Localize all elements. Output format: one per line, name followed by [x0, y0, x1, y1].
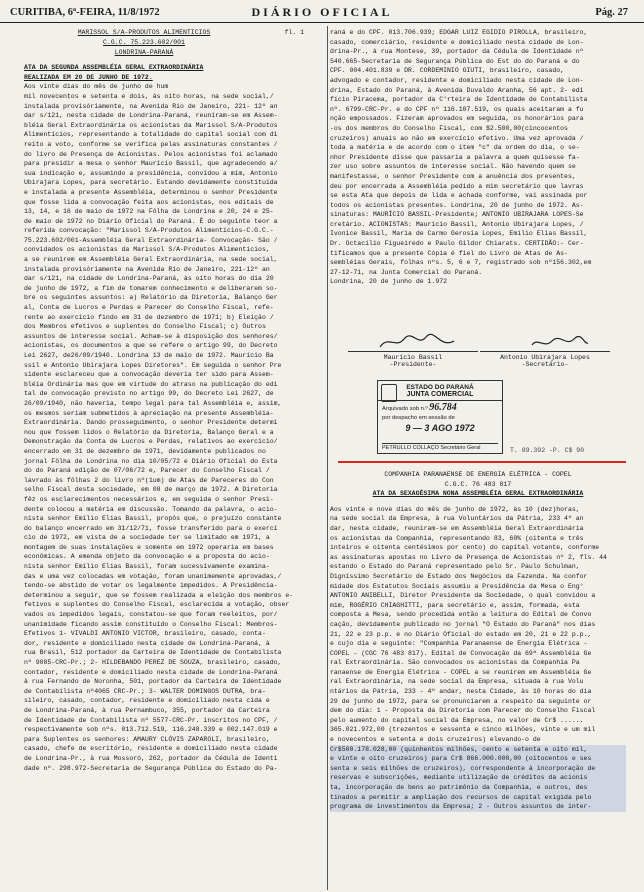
text-line: 540.665-Secretaria de Segurança Pública do Est do do Paraná e do — [330, 57, 580, 65]
text-line: fêz os esclarecimentos necessários e, em seguida o senhor Presi- — [24, 495, 274, 503]
text-line: cação, devidamente publicado no jornal "O Estado do Paraná" nos dias — [330, 620, 596, 628]
text-line: casado, chefe de escritório, residente e domiciliado nesta cidade — [24, 745, 278, 753]
text-line: dade nº. 298.972-Secretaria de Segurança Pública do Estado do Pa- — [24, 764, 278, 772]
text-line: do livro de Presença de Acionistas. Pelos acionistas foi aclamado — [24, 150, 278, 158]
text-line: Digníssimo Secretário de Estado dos Negócios da Fazenda. Na confor — [330, 572, 588, 580]
text-line: Demonstração da Conta de Lucros e Perdas, relativos ao exercício/ — [24, 438, 278, 446]
text-line: zer uso sobre assuntos de interesse social. Não havendo quem se — [330, 163, 576, 171]
text-line: nção empossados. Fizeram aprovados em seguida, os honorários para — [330, 115, 584, 123]
text-line: ANTONIO ANIBELLI, Diretor Presidente da Sociedade, o qual convidou a — [330, 592, 596, 600]
text-line: Efetivos 1- VIVALDI ANTONIO VICTOR, brasileiro, casado, conta- — [24, 630, 266, 638]
text-line: dar, nesta cidade, reuniram-se em Assembléia Geral Extraordinária — [330, 524, 584, 532]
text-line: instalada provisóriamente, na Avenida Rio de Janeiro, 221- 12º an — [24, 102, 278, 110]
text-line: Dr. Octacílio Figueiredo e Paulo Gildor Chiarats. CERTIDÃO:- Cer- — [330, 240, 584, 248]
text-line: cruzeiros) anuais ao não em exercício efetivo. Uma vez aprovada / — [330, 134, 584, 142]
handwritten-signature-icon — [378, 333, 458, 351]
text-line: deu por encerrada a Assembléia pedido a mim secretário que lavras — [330, 182, 584, 190]
text-line: montagem de suas instalações e somente em 1972 operaria em bases — [24, 543, 274, 551]
text-line: 13, 14, e 16 de maio de 1972 na Fôlha de Londrina e 20, 24 e 25- — [24, 208, 274, 216]
text-line: Aos vinte e nove dias do mês de junho de 1972, às 10 (dez)horas, — [330, 505, 580, 513]
text-line: al, Conta de Lucros e Perdas e Parecer do Conselho Fiscal, refe- — [24, 304, 274, 312]
text-line: 27-12-71, na Junta Comercial do Paraná. — [330, 268, 483, 276]
text-line: sidente esclareceu que a convocação deveria ter sido para Assem- — [24, 371, 274, 379]
text-line: nº 9085-CRC-Pr.; 2- HILDEBANDO PEREZ DE SOUZA, brasileiro, casado, — [24, 659, 282, 666]
state-emblem-icon — [381, 384, 397, 402]
text-line: drina, Estado do Paraná, à Avenida Duvaldo Aranha, 56 apt. 2- edi — [330, 86, 584, 94]
stamp-footer: PETRULLO COLLAÇO Secretário Geral — [382, 443, 498, 451]
text-line: acionistas, os documentos a que se refere o artigo 99, do Decreto — [24, 342, 278, 350]
text-line: Londrina, 20 de junho de 1.972 — [330, 278, 448, 286]
text-line: raná e do CPF. 013.706.939; EDGAR LUIZ EGIDIO PIROLLA, brasileiro, — [330, 29, 588, 36]
text-line: cretário. ACIONISTAS: Maurício Bassil, Antonio Ubirajara Lopes, / — [330, 220, 584, 228]
text-line: instalada provisóriamente na Avenida Rio de Janeiro, 221-12º an — [24, 265, 270, 273]
text-line: reservas e subscrições, mediante utilização de créditos da acionis — [330, 773, 626, 783]
text-line: cio de 1972, em vista de a sociedade ter se limitado em 1971, a — [24, 534, 270, 542]
signature-role: -Secretário- — [521, 361, 569, 368]
stamp-session-label: por despacho em sessão de — [382, 415, 455, 421]
text-line: CPF. 004.401.839 e DR. CORDEMINIO GIUTI, brasileiro, casado, — [330, 67, 565, 75]
page-mark: fl. 1 — [284, 29, 304, 36]
text-line: e instalada a presente Assembléia, determinou o senhor Presidente — [24, 188, 278, 196]
text-line: nou que fossem lidos o Relatório da Diretoria, Balanço Geral e a — [24, 428, 274, 436]
text-line: encerrado em 31 de dezembro de 1971, devidamente publicados no — [24, 447, 266, 455]
text-line: que fosse lida a convocação feita aos acionistas, nos editais de — [24, 198, 274, 206]
copel-act — [330, 470, 626, 812]
text-line: advogado e contador, residente e domiciliado nesta cidade de Lon- — [330, 76, 584, 84]
page-header — [0, 0, 644, 23]
text-line: de maio de 1972 no Diário Oficial do Paraná. É do seguinte teor a — [24, 217, 278, 225]
text-line: e novecentos e setenta e dois cruzeiros) elevando-o de — [330, 736, 541, 744]
text-line: fício Piracema, portador da C'rteira de Identidade de Contabilista — [330, 96, 588, 104]
publication-reference: T. 89.392 -P. C$ 90 — [510, 447, 585, 454]
text-line: Alimentícios, representando a totalidade do capital social com di — [24, 131, 278, 139]
text-line: dente colocou a matéria em discussão. Tomando da palavra, o acio- — [24, 505, 278, 513]
stamp-office: JUNTA COMERCIAL — [378, 391, 502, 401]
act-title-line2: REALIZADA EM 20 DE JUNHO DE 1972. — [24, 73, 153, 81]
left-column — [24, 28, 324, 773]
text-line: pelo aumento do capital social da Empresa, no valor de Cr$ ...... — [330, 716, 584, 724]
text-line: bléia Ordinária mas que em virtude do atraso na publicação do edi — [24, 380, 278, 388]
text-line: assuntos de interesse social. Acham-se à disposição dos senhores/ — [24, 332, 278, 340]
text-line: ral Extraordinária, na sede social da Empresa, situada à rua Volu — [330, 678, 584, 686]
copel-cgc: C.G.C. 76 483 817 — [444, 480, 512, 488]
text-line: rente ao exercício findo em 31 de dezembro de 1971; b) Eleição / — [24, 313, 274, 321]
text-line: Extraordinária. Dando prosseguimento, o senhor Presidente determi — [24, 419, 278, 427]
text-line: 29 de junho de 1972, para se pronunciarem a respeito da seguinte or — [330, 697, 592, 705]
text-line: selho Fiscal desta sociedade, em 08 de março de 1972. A Diretoria — [24, 486, 278, 494]
text-line: -os dos membros do Conselho Fiscal, com $2.500,00(cincocentos — [330, 124, 568, 132]
text-line: tal de convocação previsto no artigo 99, do Decreto Lei 2627, de — [24, 390, 274, 398]
text-line: 21, 22 e 23 p.p. e no Diário Oficial do estado em 20, 21 e 22 p.p., — [330, 630, 592, 638]
text-line: e vinte e oito cruzeiros) para Cr$ 866.000.000,00 (oitocentos e ses — [330, 754, 626, 764]
stamp-archive-number: 96.784 — [429, 402, 457, 413]
text-line: mim, ROGÉRIO CHIAGHITTI, para secretário e, assim, formada, esta — [330, 601, 580, 609]
stamp-archive-label: Arquivado sob n.º — [382, 406, 428, 412]
text-line: dem do dia: 1 - Proposta da Diretoria com Parecer do Conselho Fiscal — [330, 707, 596, 715]
text-line: midade dos Estatutos Sociais assumiu a Presidência da Mesa o Eng° — [330, 582, 584, 590]
text-line: nº. 6799-CRC-Pr. e do CPF nº 116.107.519, os quais aceitaram a fu — [330, 105, 584, 113]
text-line: bre os seguintes assuntos: a) Relatório da Diretoria, Balanço Ger — [24, 294, 278, 302]
text-line: programa de investimentos da Empresa; 2 - Outros assuntos de inter- — [330, 802, 626, 812]
text-line: fetivos e suplentes do Conselho Fiscal, esclarecida a votação, obser — [24, 601, 290, 609]
red-separator-line — [338, 461, 626, 463]
text-line: unanimidade ficando assim constituído o Conselho Fiscal: Membros- — [24, 620, 278, 628]
text-line: convidados os acionistas da Marissol S/A-Produtos Alimentícios, — [24, 246, 270, 254]
text-line: do balanço encerrado em 31/12/71, fosse transferido para o exercí — [24, 524, 278, 532]
right-body-text — [330, 28, 626, 287]
stamp-date: 9 — 3 AGO 1972 — [405, 423, 475, 433]
text-line: mil novecentos e setenta e dois, às oito horas, na sede social,/ — [24, 92, 274, 100]
copel-body-text — [330, 505, 626, 812]
text-line: manifestasse, o senhor Presidente com a anuência dos presentes, — [330, 172, 576, 180]
copel-act-title: ATA DA SEXAGÉSIMA NONA ASSEMBLÉIA GERAL EXTRAORDINÁRIA — [372, 490, 584, 498]
text-line: ral Extraordinária. São convocados os acionistas da Companhia Pa — [330, 659, 580, 667]
text-line: ranaense de Energia Elétrica - COPEL a se reunirem em Assembléia Ge — [330, 668, 592, 676]
text-line: bléia Geral Extraordinária os acionistas da Marissol S/A-Produtos — [24, 121, 278, 129]
column-divider — [327, 26, 328, 890]
text-line: e cujo dia e seguinte: "Companhia Paranaense de Energia Elétrica - — [330, 640, 588, 648]
handwritten-signature-icon — [530, 333, 590, 351]
company-city: LONDRINA-PARANÁ — [114, 48, 174, 56]
text-line: 75.223.602/001-Assembléia Geral Extraordinária- Convocação- São / — [24, 236, 278, 244]
text-line: se esta Ata que depois de lida e achada conforme, vai assinada por — [330, 192, 588, 200]
signature-name: Antonio Ubirajara Lopes — [500, 354, 590, 361]
text-line: todos os acionistas presentes. Londrina, 20 de junho de 1972. As- — [330, 201, 584, 209]
text-line: casado, comerciário, residente e domiciliado nesta cidade de Lon- — [330, 38, 584, 46]
text-line: à rua Fernando de Noronha, 501, portador da Carteira de Identidade — [24, 678, 282, 686]
page-number: Pág. 27 — [595, 7, 628, 18]
text-line: os acionistas da Companhia, representando 83, 60% (oitenta e três — [330, 534, 584, 542]
company-name: MARISSOL S/A-PRODUTOS ALIMENTICIOS — [77, 29, 211, 36]
text-line: na sede social da Empresa, à rua Voluntários da Pátria, 233 4º an — [330, 515, 584, 523]
text-line: lavrado às fôlhas 2 do livro nº(1um) de Atas de Pareceres do Con — [24, 476, 274, 484]
text-line: 26/09/1940, não haveria, tempo legal para tal Assembléia e, assim, — [24, 399, 282, 407]
text-line: respectivamente sob nºs. 013.712.519, 116.248.339 e 002.147.019 e — [24, 726, 278, 734]
text-line: de Identidade de Contabilista nº 5577-CRC-Pr. inscritos no CPF, / — [24, 716, 278, 724]
text-line: nista senhor Emílio Elias Bassil, propôs que, o prejuízo constante — [24, 515, 282, 523]
text-line: do do Paraná edição de 07/06/72 e, Parecer do Conselho Fiscal / — [24, 467, 270, 475]
text-line: dar s/121, nesta cidade de Londrina-Paraná, reuniram-se em Assem- — [24, 112, 278, 120]
text-line: sembléias Gerais, folhas nºs. 5, 6 e 7, registrado sob nº156.302,em — [330, 259, 592, 267]
text-line: vados os impedidos legais, constatou-se que foram reeleitos, por/ — [24, 611, 278, 619]
text-line: Ivonice Bassil, Maria de Carmo Gerosia Lopes, Emílio Elias Bassil, — [330, 230, 588, 238]
text-line: Ubirajara Lopes, para secretário. Estando devidamente constituída — [24, 179, 278, 187]
signature-block — [330, 333, 626, 369]
text-line: nista senhor Emílio Elias Bassil, foram sucessivamente examina- — [24, 563, 270, 571]
text-line: dor, residente e domiciliado nesta cidade de Londrina-Paraná, à — [24, 639, 270, 647]
text-line: composta a Mesa, sendo procedida então a leitura do Edital de Convo — [330, 611, 592, 619]
text-line: tificamos que a presente Cópia é fiel do Livro de Atas de As- — [330, 249, 568, 257]
text-line: 365.021.972,00 (trezentos e sessenta e cinco milhões, vinte e um mil — [330, 726, 596, 734]
text-line: de Londrina-Paraná, à rua Pernambuco, 355, portador da Carteira — [24, 706, 270, 714]
text-line: dar s/121, na cidade de Londrina-Paraná, às oito horas do dia 20 — [24, 275, 274, 283]
text-line: para Suplentes os senhores: AMAURY CLÓVIS ZAPAROLI, brasileiro, — [24, 735, 270, 743]
text-line: sileiro, casado, contador, residente e domiciliado nesta cida e — [24, 697, 270, 705]
text-line: contador, residente e domiciliado nesta cidade de Londrina-Paraná — [24, 668, 278, 676]
text-line: tendo-se abstido de votar os legalmente impedidos. A Presidência- — [24, 582, 278, 590]
signature-president — [348, 333, 478, 368]
right-column — [330, 28, 626, 287]
text-line: COPEL - (CGC 76 483 817). Edital de Convocação da 69ª Assembléia Ge — [330, 649, 592, 657]
text-line: as assinaturas apostas no Livro de Presença de Acionistas nº 2, fls. 44 — [330, 553, 607, 561]
text-line: tinados a permitir a ampliação dos recursos de capital exigida pelo — [330, 793, 626, 803]
text-line: toda a matéria e de acordo com o item "c" da ordem do dia, o se- — [330, 144, 580, 152]
text-line: sinaturas: MAURÍCIO BASSIL-Presidente; ANTONIO UBIRAJARA LOPES-Se — [330, 211, 584, 219]
text-line: das e uma vez colocadas em votação, foram unanimemente aprovadas,/ — [24, 572, 282, 580]
text-line: os mesmos seriam submetidos à apreciação na presente Assembléia- — [24, 409, 274, 417]
text-line: reito a voto, conforme se verifica pelas assinaturas constantes / — [24, 140, 278, 148]
text-line: a se reunirem em Assembléia Geral Extraordinária, na sede social, — [24, 256, 278, 264]
text-line: de Contabilista nº4065 CRC-Pr.; 3- WALTER DOMINGOS DUTRA, bra- — [24, 687, 266, 695]
act-title-line1: ATA DA SEGUNDA ASSEMBLÉIA GERAL EXTRAORDINÁRIA — [24, 64, 204, 72]
text-line: rua Brasil, 512 portador da Carteira de Identidade de Contabilista — [24, 649, 282, 657]
stamp-state: ESTADO DO PARANÁ — [406, 384, 474, 391]
company-cgc: C.G.C. 75.223.602/001 — [103, 39, 185, 46]
newspaper-title: DIÁRIO OFICIAL — [251, 5, 393, 19]
left-body-text — [24, 82, 324, 773]
text-line: de junho de 1972, a fim de tomarem conhecimento e deliberarem so- — [24, 284, 278, 292]
text-line: jornal Fôlha de Londrina no dia 10/05/72 e Diário Oficial do Esta — [24, 457, 278, 465]
signature-secretary — [480, 333, 610, 368]
signature-name: Maurício Bassil — [383, 354, 443, 361]
text-line: inteiros e oitenta centésimos por cento) do capital votante, conforme — [330, 544, 600, 552]
text-line: estando o Estado do Paraná representado pelo Sr. Paulo Schulman, — [330, 563, 580, 571]
text-line: referida convocação: "Marissol S/A-Produtos Alimentícios-C.G.C.- — [24, 227, 274, 235]
text-line: Cr$500.178.028,00 (quinhentos milhões, cento e setenta e oito mil, — [330, 745, 626, 755]
text-line: dos Membros efetivos e suplentes do Conselho Fiscal; c) Outros — [24, 323, 266, 331]
text-line: sua indicação e, assumindo a presidência, convidou a mim, Antonio — [24, 169, 278, 177]
text-line: ntários da Pátria, 233 - 4º andar, nesta Cidade, às 10 horas do dia — [330, 688, 592, 696]
text-line: nhor Presidente disse que passaria a palavra a quem quisesse fa- — [330, 153, 580, 161]
text-line: econômicas. A emenda objeto da convocação e a proposta do acio- — [24, 553, 270, 561]
text-line: drina-Pr., à rua Montese, 39, portador da Cédula de Identidade nº — [330, 48, 584, 56]
copel-company: COMPANHIA PARANAENSE DE ENERGIA ELÉTRICA - COPEL — [384, 471, 572, 478]
text-line: Aos vinte dias do mês de junho de hum — [24, 83, 169, 91]
text-line: Lei 2627, de26/09/1940. Londrina 13 de maio de 1972. Maurício Ba — [24, 352, 274, 359]
header-date: CURITIBA, 6ª-FEIRA, 11/8/1972 — [10, 7, 160, 18]
text-line: determinou a seguir, que se fossem realizada a eleição dos membros e- — [24, 591, 294, 599]
text-line: de Londrina-Pr., à rua Mossoró, 262, portador da Cédula de Identi — [24, 754, 278, 762]
text-line: senta e seis milhões de cruzeiros), correspondente à incorporação de — [330, 764, 626, 774]
junta-comercial-stamp — [377, 380, 503, 454]
text-line: para presidir a mesa o senhor Maurício Bassil, que agradecendo a/ — [24, 160, 278, 168]
text-line: ssil e Antonio Ubirajara Lopes Diretores". Em seguida o senhor Pre — [24, 361, 282, 369]
text-line: ta, incorporação de bens ao patrimônio da Companhia, e outros, des — [330, 783, 626, 793]
signature-role: -Presidente- — [389, 361, 437, 368]
